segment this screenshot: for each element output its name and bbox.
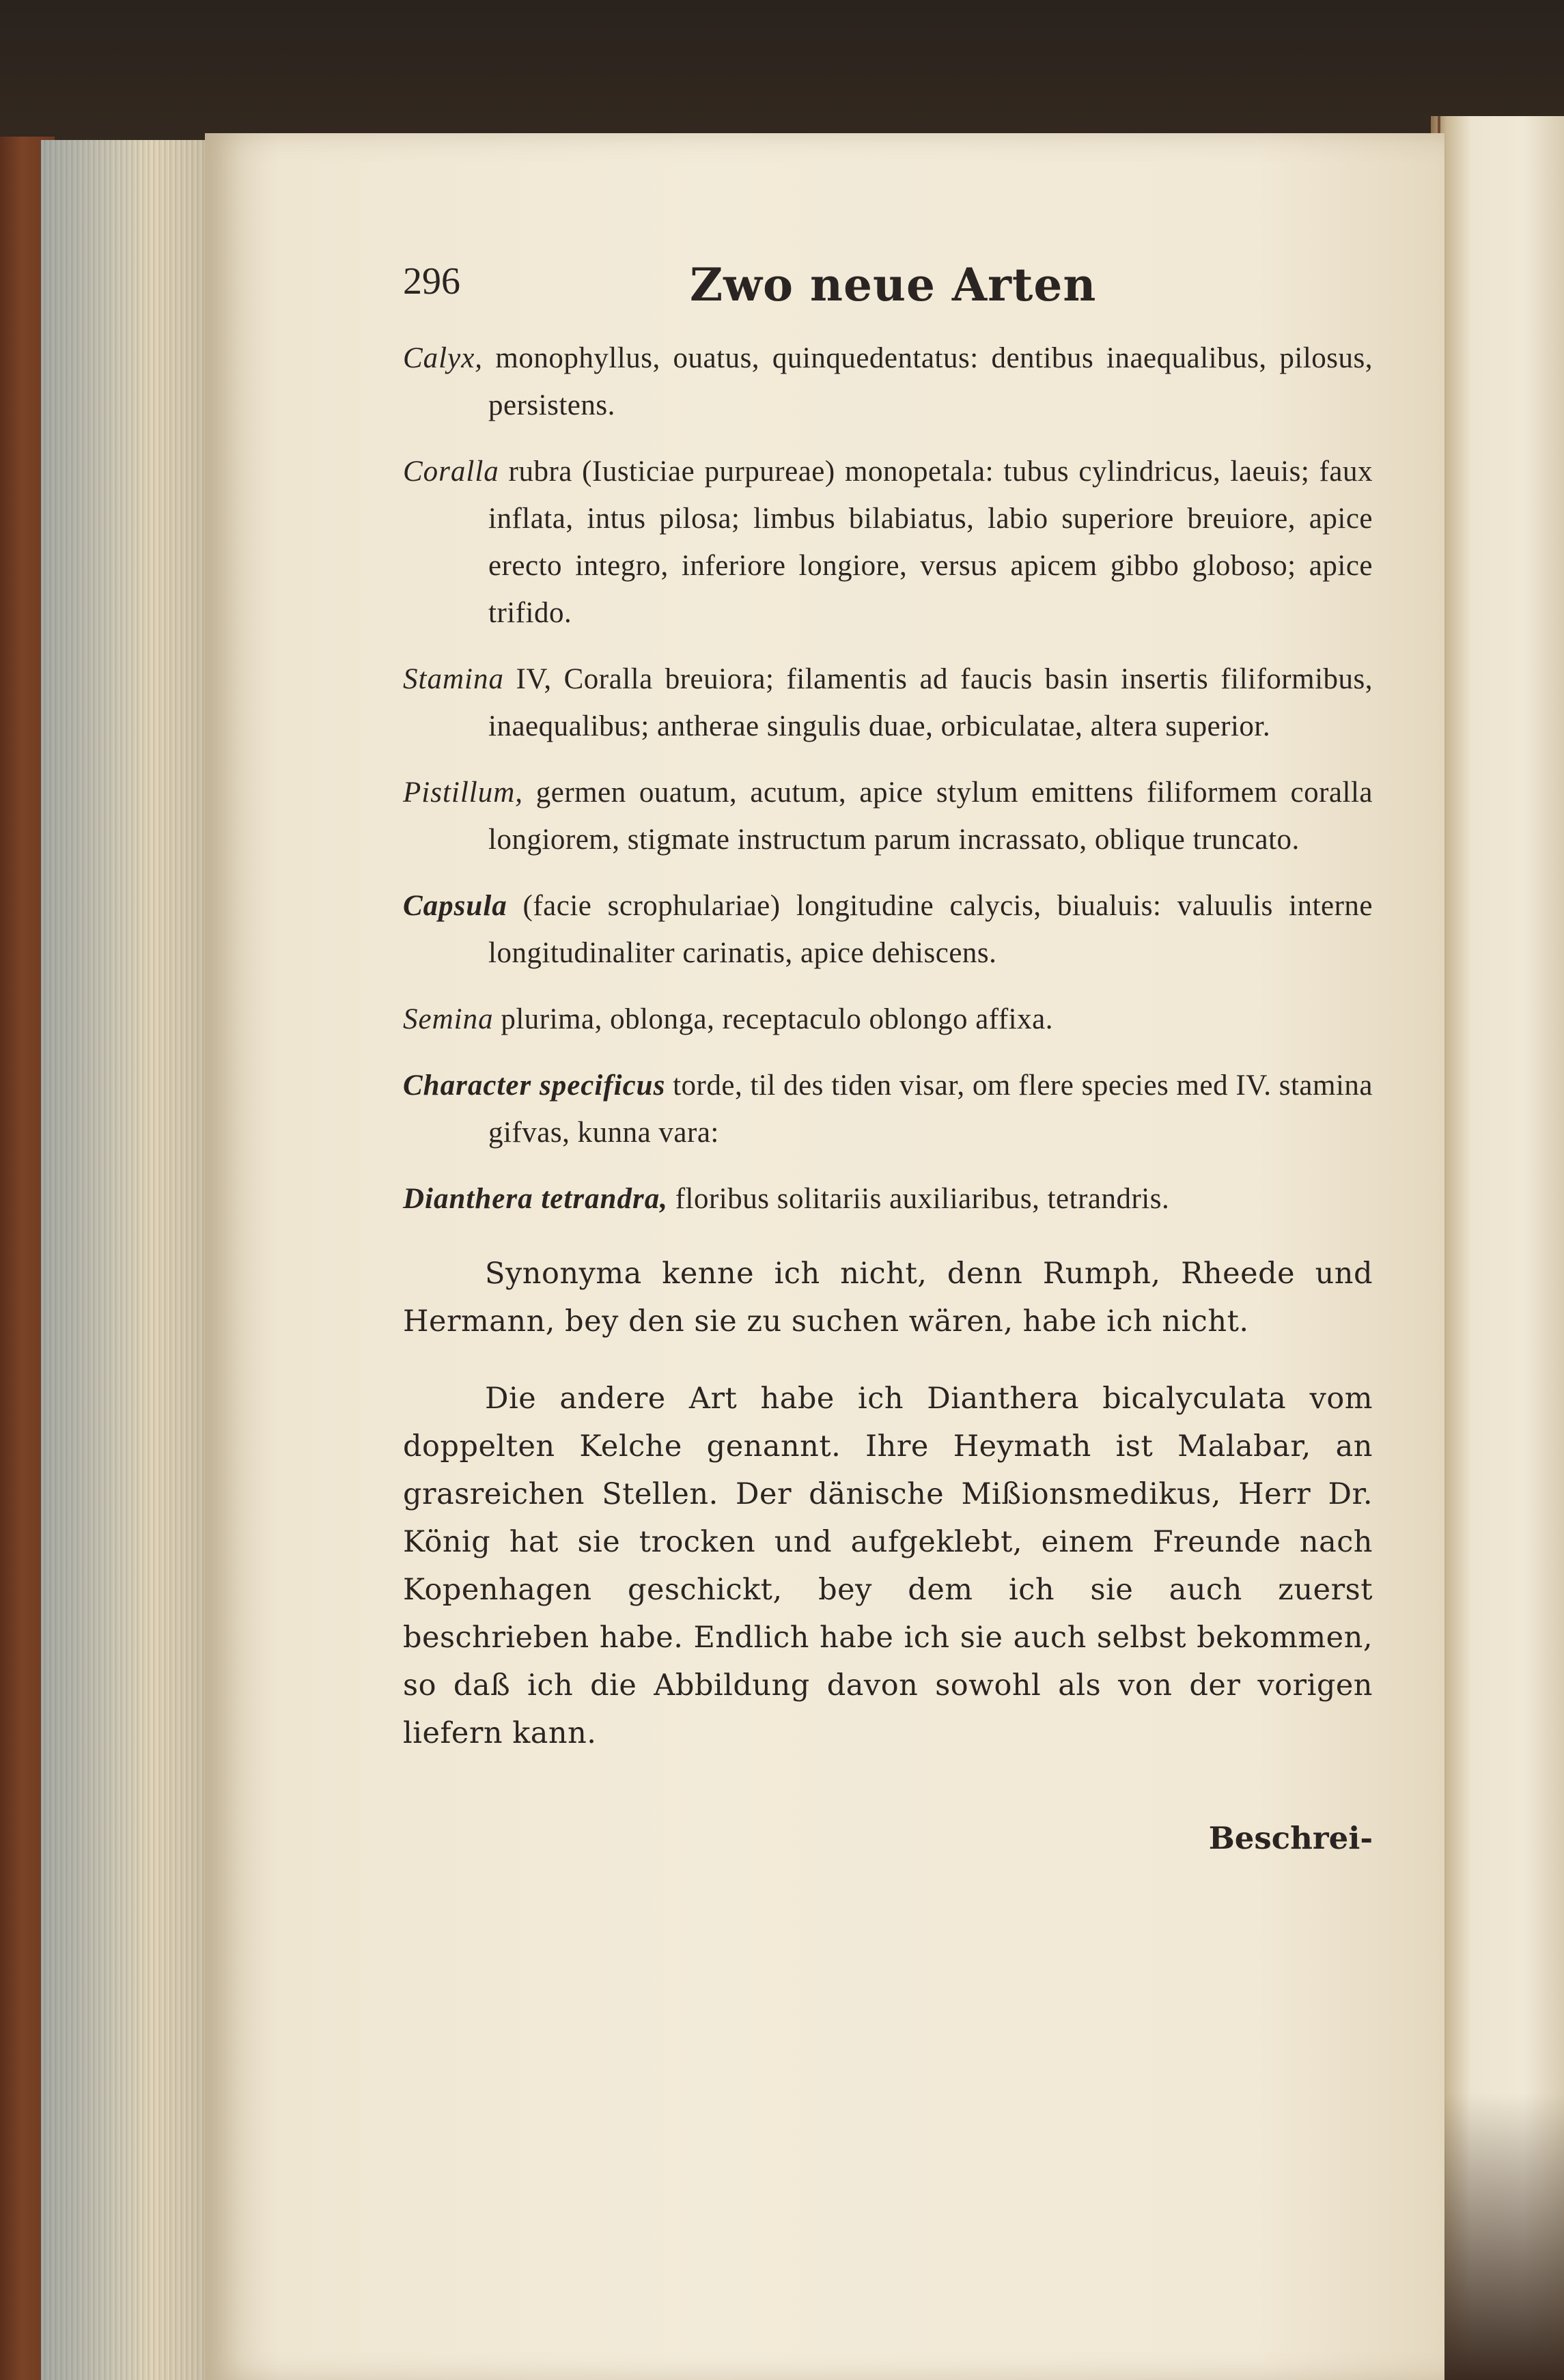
description-entry-capsula [403,882,1373,977]
description-entry-semina [403,996,1373,1043]
entry-term: Semina [403,1003,494,1035]
entry-body: rubra (Iusticiae purpureae) monopetala: tubus cylindricus, laeuis; faux inflata, intus pilosa; limbus bilabiatus, labio superiore breuiore, apice erecto integro, inferiore longiore, versus apicem gibbo globoso; apice trifido. [488,456,1373,629]
entry-term: Pistillum, [403,776,524,809]
entry-body: torde, til des tiden visar, om flere species med IV. stamina gifvas, kunna vara: [488,1069,1373,1149]
entry-body: floribus solitariis auxiliaribus, tetrandris. [675,1183,1170,1215]
running-title: Zwo neue Arten [690,258,1097,311]
description-entry-pistillum [403,769,1373,863]
paragraph-second-species: Die andere Art habe ich Dianthera bicalyculata vom doppelten Kelche genannt. Ihre Heymath ist Malabar, an grasreichen Stellen. Der dänische Mißionsmedikus, Herr Dr. König hat sie trocken und aufgeklebt, einem Freunde nach Kopenhagen geschickt, bey dem ich sie auch zuerst beschrieben habe. Endlich habe ich sie auch selbst bekommen, so daß ich die Abbildung davon sowohl als von der vorigen liefern kann. [403,1382,1373,1750]
catchword: Beschrei- [1208,1820,1373,1856]
description-entry-calyx [403,335,1373,429]
entry-body: IV, Coralla breuiora; filamentis ad faucis basin insertis filiformibus, inaequalibus; antherae singulis duae, orbiculatae, altera superior. [488,663,1373,742]
page-number: 296 [403,260,460,303]
description-entry-character [403,1062,1373,1156]
entry-body: plurima, oblonga, receptaculo oblongo affixa. [501,1003,1053,1035]
entry-term: Stamina [403,663,504,695]
scan-background [0,0,1564,147]
page-fore-edge [41,140,225,2380]
entry-body: monophyllus, ouatus, quinquedentatus: dentibus inaequalibus, pilosus, persistens. [488,342,1373,421]
description-entry-diagnosis [403,1175,1373,1222]
paragraph-synonyma: Synonyma kenne ich nicht, denn Rumph, Rheede und Hermann, bey den sie zu suchen wären, habe ich nicht. [403,1257,1373,1339]
entry-term: Coralla [403,456,499,488]
entry-body: germen ouatum, acutum, apice stylum emittens filiformem coralla longiorem, stigmate instructum parum incrassato, oblique truncato. [488,776,1373,856]
entry-term: Calyx, [403,342,484,374]
page-text [403,260,1373,1856]
entry-term: Character specificus [403,1069,666,1102]
entry-term: Capsula [403,890,507,922]
entry-body: (facie scrophulariae) longitudine calycis, biualuis: valuulis interne longitudinaliter carinatis, apice dehiscens. [488,890,1373,969]
description-entry-stamina [403,656,1373,750]
adjacent-leaf [1431,116,1564,2380]
description-entry-coralla [403,448,1373,636]
entry-term: Dianthera tetrandra, [403,1183,668,1215]
page-header [403,260,1373,335]
